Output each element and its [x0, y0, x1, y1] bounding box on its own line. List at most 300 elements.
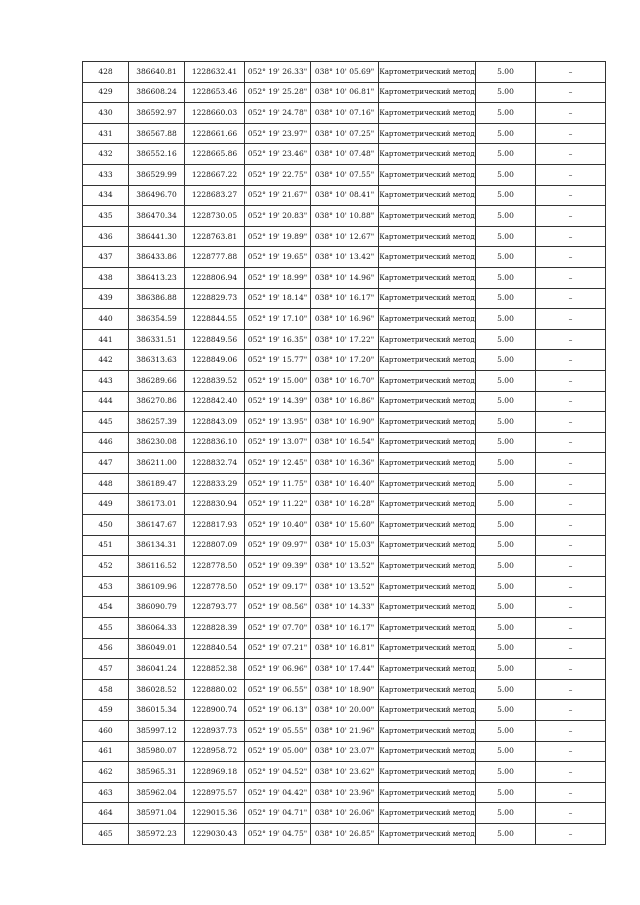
coord-y: 1228777.88 — [185, 247, 245, 268]
table-row — [83, 679, 606, 700]
table-row — [83, 391, 606, 412]
determination-method: Картометрический метод — [379, 679, 476, 700]
point-number: 437 — [83, 247, 129, 268]
point-number: 434 — [83, 185, 129, 206]
determination-method: Картометрический метод — [379, 700, 476, 721]
note-cell: – — [536, 556, 606, 577]
precision-value: 5.00 — [476, 638, 536, 659]
coord-x: 386640.81 — [129, 62, 185, 83]
determination-method: Картометрический метод — [379, 309, 476, 330]
note-cell: – — [536, 82, 606, 103]
precision-value: 5.00 — [476, 350, 536, 371]
coord-y: 1228661.66 — [185, 123, 245, 144]
precision-value: 5.00 — [476, 62, 536, 83]
coord-y: 1228969.18 — [185, 762, 245, 783]
coord-y: 1228937.73 — [185, 721, 245, 742]
point-number: 454 — [83, 597, 129, 618]
determination-method: Картометрический метод — [379, 226, 476, 247]
longitude: 038° 10' 16.54" — [311, 432, 379, 453]
latitude: 052° 19' 07.70" — [245, 618, 311, 639]
longitude: 038° 10' 07.48" — [311, 144, 379, 165]
determination-method: Картометрический метод — [379, 62, 476, 83]
precision-value: 5.00 — [476, 103, 536, 124]
coord-y: 1228730.05 — [185, 206, 245, 227]
coord-x: 386552.16 — [129, 144, 185, 165]
note-cell: – — [536, 329, 606, 350]
note-cell: – — [536, 164, 606, 185]
determination-method: Картометрический метод — [379, 144, 476, 165]
table-row — [83, 329, 606, 350]
latitude: 052° 19' 13.95" — [245, 412, 311, 433]
latitude: 052° 19' 04.42" — [245, 782, 311, 803]
point-number: 446 — [83, 432, 129, 453]
determination-method: Картометрический метод — [379, 206, 476, 227]
table-row — [83, 515, 606, 536]
determination-method: Картометрический метод — [379, 123, 476, 144]
latitude: 052° 19' 04.52" — [245, 762, 311, 783]
coord-x: 386147.67 — [129, 515, 185, 536]
coord-x: 386134.31 — [129, 535, 185, 556]
note-cell: – — [536, 288, 606, 309]
coordinates-table — [82, 61, 606, 845]
coord-y: 1228807.09 — [185, 535, 245, 556]
point-number: 442 — [83, 350, 129, 371]
determination-method: Картометрический метод — [379, 659, 476, 680]
longitude: 038° 10' 06.81" — [311, 82, 379, 103]
determination-method: Картометрический метод — [379, 247, 476, 268]
longitude: 038° 10' 14.96" — [311, 267, 379, 288]
latitude: 052° 19' 17.10" — [245, 309, 311, 330]
point-number: 430 — [83, 103, 129, 124]
coord-y: 1228653.46 — [185, 82, 245, 103]
point-number: 452 — [83, 556, 129, 577]
point-number: 431 — [83, 123, 129, 144]
coord-x: 386289.66 — [129, 370, 185, 391]
coord-x: 386211.00 — [129, 453, 185, 474]
longitude: 038° 10' 17.20" — [311, 350, 379, 371]
latitude: 052° 19' 11.22" — [245, 494, 311, 515]
longitude: 038° 10' 07.55" — [311, 164, 379, 185]
note-cell: – — [536, 515, 606, 536]
table-row — [83, 267, 606, 288]
table-row — [83, 432, 606, 453]
determination-method: Картометрический метод — [379, 741, 476, 762]
determination-method: Картометрический метод — [379, 638, 476, 659]
point-number: 449 — [83, 494, 129, 515]
coord-x: 385980.07 — [129, 741, 185, 762]
determination-method: Картометрический метод — [379, 82, 476, 103]
point-number: 450 — [83, 515, 129, 536]
precision-value: 5.00 — [476, 576, 536, 597]
precision-value: 5.00 — [476, 535, 536, 556]
coord-x: 386529.99 — [129, 164, 185, 185]
latitude: 052° 19' 04.71" — [245, 803, 311, 824]
latitude: 052° 19' 14.39" — [245, 391, 311, 412]
coord-y: 1228806.94 — [185, 267, 245, 288]
precision-value: 5.00 — [476, 782, 536, 803]
longitude: 038° 10' 16.17" — [311, 618, 379, 639]
table-row — [83, 412, 606, 433]
precision-value: 5.00 — [476, 432, 536, 453]
determination-method: Картометрический метод — [379, 288, 476, 309]
note-cell: – — [536, 535, 606, 556]
coord-y: 1228843.09 — [185, 412, 245, 433]
table-row — [83, 597, 606, 618]
coord-x: 385962.04 — [129, 782, 185, 803]
note-cell: – — [536, 597, 606, 618]
table-row — [83, 206, 606, 227]
point-number: 448 — [83, 473, 129, 494]
coord-y: 1228849.06 — [185, 350, 245, 371]
coord-x: 386090.79 — [129, 597, 185, 618]
longitude: 038° 10' 26.85" — [311, 823, 379, 844]
point-number: 440 — [83, 309, 129, 330]
coordinates-table-body — [83, 62, 606, 845]
note-cell: – — [536, 62, 606, 83]
precision-value: 5.00 — [476, 473, 536, 494]
coord-x: 386257.39 — [129, 412, 185, 433]
point-number: 445 — [83, 412, 129, 433]
coord-x: 385965.31 — [129, 762, 185, 783]
note-cell: – — [536, 782, 606, 803]
latitude: 052° 19' 12.45" — [245, 453, 311, 474]
precision-value: 5.00 — [476, 700, 536, 721]
point-number: 458 — [83, 679, 129, 700]
latitude: 052° 19' 13.07" — [245, 432, 311, 453]
longitude: 038° 10' 12.67" — [311, 226, 379, 247]
coord-y: 1228763.81 — [185, 226, 245, 247]
table-row — [83, 803, 606, 824]
latitude: 052° 19' 23.46" — [245, 144, 311, 165]
coord-y: 1228832.74 — [185, 453, 245, 474]
table-row — [83, 576, 606, 597]
point-number: 432 — [83, 144, 129, 165]
table-row — [83, 494, 606, 515]
longitude: 038° 10' 07.16" — [311, 103, 379, 124]
table-row — [83, 741, 606, 762]
latitude: 052° 19' 07.21" — [245, 638, 311, 659]
precision-value: 5.00 — [476, 288, 536, 309]
coord-y: 1228900.74 — [185, 700, 245, 721]
table-row — [83, 185, 606, 206]
coord-x: 386049.01 — [129, 638, 185, 659]
point-number: 436 — [83, 226, 129, 247]
point-number: 435 — [83, 206, 129, 227]
point-number: 428 — [83, 62, 129, 83]
latitude: 052° 19' 24.78" — [245, 103, 311, 124]
precision-value: 5.00 — [476, 741, 536, 762]
longitude: 038° 10' 23.96" — [311, 782, 379, 803]
determination-method: Картометрический метод — [379, 473, 476, 494]
point-number: 457 — [83, 659, 129, 680]
note-cell: – — [536, 700, 606, 721]
determination-method: Картометрический метод — [379, 782, 476, 803]
coord-y: 1228829.73 — [185, 288, 245, 309]
coord-x: 385972.23 — [129, 823, 185, 844]
determination-method: Картометрический метод — [379, 535, 476, 556]
point-number: 441 — [83, 329, 129, 350]
point-number: 456 — [83, 638, 129, 659]
table-row — [83, 103, 606, 124]
latitude: 052° 19' 19.65" — [245, 247, 311, 268]
latitude: 052° 19' 05.55" — [245, 721, 311, 742]
coord-x: 386028.52 — [129, 679, 185, 700]
latitude: 052° 19' 16.35" — [245, 329, 311, 350]
longitude: 038° 10' 15.03" — [311, 535, 379, 556]
precision-value: 5.00 — [476, 247, 536, 268]
longitude: 038° 10' 16.36" — [311, 453, 379, 474]
longitude: 038° 10' 17.44" — [311, 659, 379, 680]
determination-method: Картометрический метод — [379, 721, 476, 742]
precision-value: 5.00 — [476, 597, 536, 618]
table-row — [83, 453, 606, 474]
determination-method: Картометрический метод — [379, 370, 476, 391]
determination-method: Картометрический метод — [379, 412, 476, 433]
coord-x: 386015.34 — [129, 700, 185, 721]
latitude: 052° 19' 19.89" — [245, 226, 311, 247]
latitude: 052° 19' 26.33" — [245, 62, 311, 83]
coord-y: 1228833.29 — [185, 473, 245, 494]
note-cell: – — [536, 638, 606, 659]
longitude: 038° 10' 15.60" — [311, 515, 379, 536]
determination-method: Картометрический метод — [379, 267, 476, 288]
latitude: 052° 19' 15.77" — [245, 350, 311, 371]
coord-x: 386331.51 — [129, 329, 185, 350]
longitude: 038° 10' 23.07" — [311, 741, 379, 762]
precision-value: 5.00 — [476, 123, 536, 144]
note-cell: – — [536, 185, 606, 206]
coord-x: 386608.24 — [129, 82, 185, 103]
longitude: 038° 10' 21.96" — [311, 721, 379, 742]
determination-method: Картометрический метод — [379, 432, 476, 453]
note-cell: – — [536, 803, 606, 824]
note-cell: – — [536, 144, 606, 165]
note-cell: – — [536, 823, 606, 844]
coord-x: 386433.86 — [129, 247, 185, 268]
latitude: 052° 19' 05.00" — [245, 741, 311, 762]
note-cell: – — [536, 247, 606, 268]
coord-y: 1228828.39 — [185, 618, 245, 639]
coord-y: 1228632.41 — [185, 62, 245, 83]
coord-y: 1228975.57 — [185, 782, 245, 803]
coord-y: 1228683.27 — [185, 185, 245, 206]
coord-y: 1229015.36 — [185, 803, 245, 824]
note-cell: – — [536, 721, 606, 742]
latitude: 052° 19' 15.00" — [245, 370, 311, 391]
latitude: 052° 19' 18.99" — [245, 267, 311, 288]
latitude: 052° 19' 09.17" — [245, 576, 311, 597]
longitude: 038° 10' 16.96" — [311, 309, 379, 330]
precision-value: 5.00 — [476, 329, 536, 350]
determination-method: Картометрический метод — [379, 556, 476, 577]
note-cell: – — [536, 762, 606, 783]
determination-method: Картометрический метод — [379, 576, 476, 597]
longitude: 038° 10' 13.42" — [311, 247, 379, 268]
longitude: 038° 10' 07.25" — [311, 123, 379, 144]
longitude: 038° 10' 23.62" — [311, 762, 379, 783]
longitude: 038° 10' 16.28" — [311, 494, 379, 515]
table-row — [83, 309, 606, 330]
table-row — [83, 618, 606, 639]
coord-y: 1228665.86 — [185, 144, 245, 165]
coord-x: 386441.30 — [129, 226, 185, 247]
longitude: 038° 10' 08.41" — [311, 185, 379, 206]
table-row — [83, 700, 606, 721]
note-cell: – — [536, 618, 606, 639]
precision-value: 5.00 — [476, 721, 536, 742]
longitude: 038° 10' 10.88" — [311, 206, 379, 227]
latitude: 052° 19' 09.97" — [245, 535, 311, 556]
table-row — [83, 288, 606, 309]
point-number: 455 — [83, 618, 129, 639]
determination-method: Картометрический метод — [379, 185, 476, 206]
table-row — [83, 535, 606, 556]
coord-y: 1228840.54 — [185, 638, 245, 659]
table-row — [83, 638, 606, 659]
coord-x: 386567.88 — [129, 123, 185, 144]
coord-y: 1228844.55 — [185, 309, 245, 330]
table-row — [83, 226, 606, 247]
precision-value: 5.00 — [476, 618, 536, 639]
note-cell: – — [536, 226, 606, 247]
coord-x: 386413.23 — [129, 267, 185, 288]
determination-method: Картометрический метод — [379, 618, 476, 639]
precision-value: 5.00 — [476, 659, 536, 680]
table-row — [83, 721, 606, 742]
table-row — [83, 62, 606, 83]
determination-method: Картометрический метод — [379, 329, 476, 350]
table-row — [83, 473, 606, 494]
table-row — [83, 762, 606, 783]
table-row — [83, 659, 606, 680]
latitude: 052° 19' 06.96" — [245, 659, 311, 680]
coord-y: 1228778.50 — [185, 576, 245, 597]
coord-x: 386470.34 — [129, 206, 185, 227]
note-cell: – — [536, 123, 606, 144]
longitude: 038° 10' 13.52" — [311, 576, 379, 597]
table-row — [83, 82, 606, 103]
coord-x: 386230.08 — [129, 432, 185, 453]
precision-value: 5.00 — [476, 453, 536, 474]
latitude: 052° 19' 18.14" — [245, 288, 311, 309]
latitude: 052° 19' 11.75" — [245, 473, 311, 494]
point-number: 459 — [83, 700, 129, 721]
point-number: 439 — [83, 288, 129, 309]
determination-method: Картометрический метод — [379, 391, 476, 412]
precision-value: 5.00 — [476, 267, 536, 288]
point-number: 464 — [83, 803, 129, 824]
coord-y: 1228852.38 — [185, 659, 245, 680]
longitude: 038° 10' 14.33" — [311, 597, 379, 618]
table-row — [83, 144, 606, 165]
table-row — [83, 123, 606, 144]
precision-value: 5.00 — [476, 494, 536, 515]
determination-method: Картометрический метод — [379, 762, 476, 783]
latitude: 052° 19' 21.67" — [245, 185, 311, 206]
precision-value: 5.00 — [476, 556, 536, 577]
coord-y: 1228778.50 — [185, 556, 245, 577]
point-number: 463 — [83, 782, 129, 803]
coord-x: 386041.24 — [129, 659, 185, 680]
coord-x: 386496.70 — [129, 185, 185, 206]
coord-y: 1229030.43 — [185, 823, 245, 844]
coord-x: 385997.12 — [129, 721, 185, 742]
latitude: 052° 19' 10.40" — [245, 515, 311, 536]
note-cell: – — [536, 432, 606, 453]
precision-value: 5.00 — [476, 309, 536, 330]
note-cell: – — [536, 309, 606, 330]
table-row — [83, 370, 606, 391]
longitude: 038° 10' 16.70" — [311, 370, 379, 391]
table-row — [83, 350, 606, 371]
latitude: 052° 19' 25.28" — [245, 82, 311, 103]
determination-method: Картометрический метод — [379, 164, 476, 185]
coord-y: 1228836.10 — [185, 432, 245, 453]
table-row — [83, 782, 606, 803]
latitude: 052° 19' 08.56" — [245, 597, 311, 618]
point-number: 461 — [83, 741, 129, 762]
point-number: 453 — [83, 576, 129, 597]
longitude: 038° 10' 20.00" — [311, 700, 379, 721]
longitude: 038° 10' 16.81" — [311, 638, 379, 659]
table-row — [83, 556, 606, 577]
coord-y: 1228830.94 — [185, 494, 245, 515]
note-cell: – — [536, 103, 606, 124]
longitude: 038° 10' 16.40" — [311, 473, 379, 494]
coord-x: 385971.04 — [129, 803, 185, 824]
coord-x: 386592.97 — [129, 103, 185, 124]
point-number: 444 — [83, 391, 129, 412]
latitude: 052° 19' 22.75" — [245, 164, 311, 185]
note-cell: – — [536, 453, 606, 474]
longitude: 038° 10' 18.90" — [311, 679, 379, 700]
precision-value: 5.00 — [476, 82, 536, 103]
note-cell: – — [536, 659, 606, 680]
latitude: 052° 19' 06.13" — [245, 700, 311, 721]
point-number: 462 — [83, 762, 129, 783]
note-cell: – — [536, 391, 606, 412]
note-cell: – — [536, 350, 606, 371]
precision-value: 5.00 — [476, 144, 536, 165]
coord-y: 1228849.56 — [185, 329, 245, 350]
precision-value: 5.00 — [476, 226, 536, 247]
longitude: 038° 10' 05.69" — [311, 62, 379, 83]
coord-x: 386116.52 — [129, 556, 185, 577]
determination-method: Картометрический метод — [379, 350, 476, 371]
precision-value: 5.00 — [476, 762, 536, 783]
point-number: 447 — [83, 453, 129, 474]
coord-x: 386386.88 — [129, 288, 185, 309]
longitude: 038° 10' 16.90" — [311, 412, 379, 433]
coord-x: 386173.01 — [129, 494, 185, 515]
longitude: 038° 10' 16.17" — [311, 288, 379, 309]
table-row — [83, 247, 606, 268]
coord-x: 386189.47 — [129, 473, 185, 494]
longitude: 038° 10' 13.52" — [311, 556, 379, 577]
precision-value: 5.00 — [476, 515, 536, 536]
note-cell: – — [536, 206, 606, 227]
table-row — [83, 164, 606, 185]
coord-y: 1228839.52 — [185, 370, 245, 391]
determination-method: Картометрический метод — [379, 823, 476, 844]
coord-x: 386270.86 — [129, 391, 185, 412]
determination-method: Картометрический метод — [379, 103, 476, 124]
coord-y: 1228880.02 — [185, 679, 245, 700]
longitude: 038° 10' 26.06" — [311, 803, 379, 824]
precision-value: 5.00 — [476, 185, 536, 206]
determination-method: Картометрический метод — [379, 803, 476, 824]
coord-y: 1228958.72 — [185, 741, 245, 762]
